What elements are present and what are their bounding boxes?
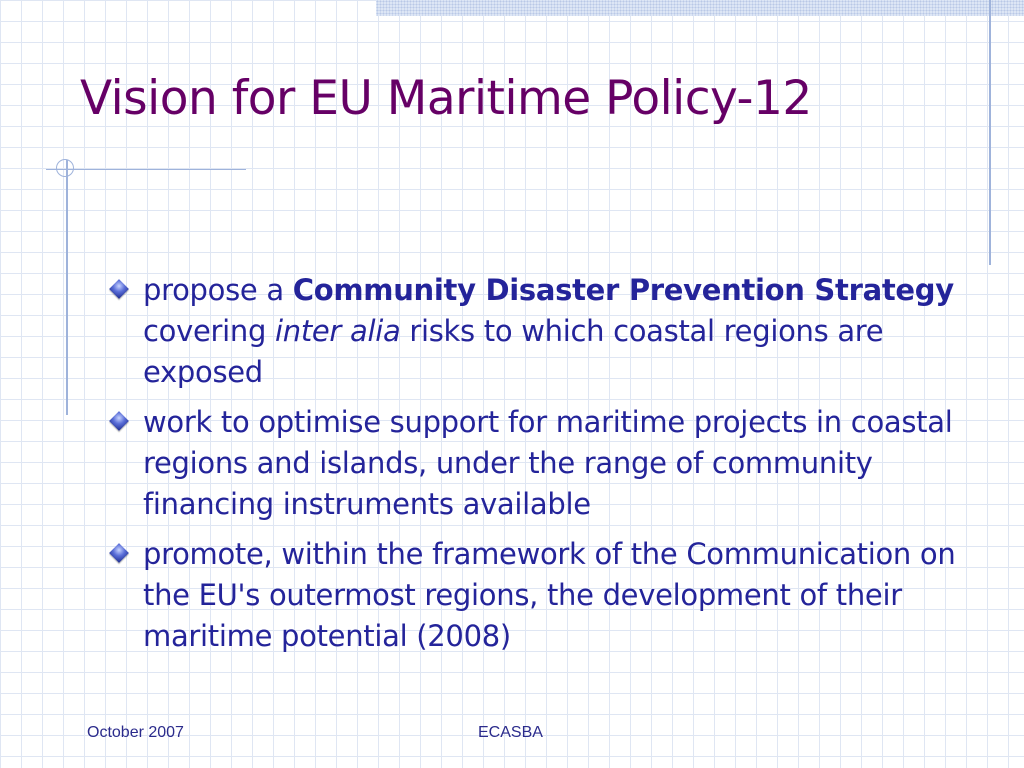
- bullet-text-segment: covering: [143, 314, 275, 348]
- right-vertical-rule: [989, 0, 991, 265]
- bullet-item: [108, 270, 978, 393]
- bullet-text-segment: propose a: [143, 273, 293, 307]
- bullet-bold-segment: Community Disaster Prevention Strategy: [292, 273, 954, 307]
- diamond-bullet-icon: [109, 279, 129, 299]
- left-vertical-rule: [66, 160, 68, 415]
- footer-organization: ECASBA: [478, 724, 543, 741]
- diamond-bullet-icon: [109, 411, 129, 431]
- diamond-bullet-icon: [109, 543, 129, 563]
- rule-circle-ornament: [56, 159, 74, 177]
- top-decorative-band: [376, 0, 1024, 16]
- bullet-list: [108, 270, 978, 666]
- footer-date: October 2007: [87, 724, 184, 741]
- bullet-text-segment: risks to which coastal regions are exposed: [143, 314, 884, 389]
- bullet-text-segment: promote, within the framework of the Communication on the EU's outermost regions, the development of their maritime potential (2008): [143, 537, 956, 653]
- title-underline-rule: [46, 169, 246, 170]
- bullet-item: [108, 534, 978, 657]
- slide-title: Vision for EU Maritime Policy-12: [80, 71, 812, 126]
- bullet-item: [108, 402, 978, 525]
- bullet-italic-segment: inter alia: [274, 314, 401, 348]
- bullet-text-segment: work to optimise support for maritime projects in coastal regions and islands, under the range of community financing instruments available: [143, 405, 953, 521]
